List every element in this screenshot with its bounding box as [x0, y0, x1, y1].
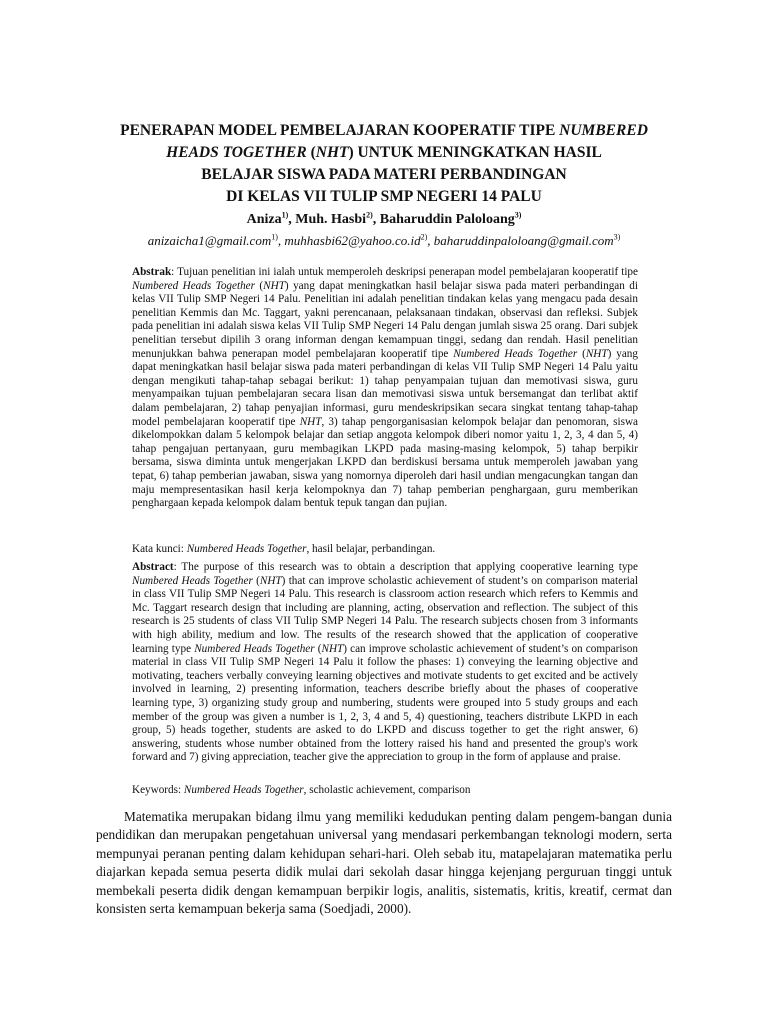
abstract-english	[132, 561, 638, 765]
author-affiliation-mark: 2)	[366, 210, 373, 220]
email-affiliation-mark: 2)	[420, 232, 428, 242]
abstract-text: ) can improve scholastic achievement of student’s on comparison material in class VII Tulip SMP Negeri 14 Palu it follow the phases: 1) conveying the learning objective and motivating, teachers verbally conveying learning objectives and motivate students to get excited and be actively involved in learning, 2) presenting information, teachers describe briefly about the phases of cooperative learning type, 3) organizing study group and numbering, students were grouped into 5 study groups and each member of the group was given a number is 1, 2, 3, 4 and 5, 4) questioning, teachers distribute LKPD in each group, 5) heads together, students are asked to do LKPD and discuss together to get the right answer, 6) answering, students whose number obtained from the lottery raised his hand and presented the group's work forward and 7) giving appreciation, teacher give the appreciation to group in the form of applause and praise.	[132, 642, 638, 764]
abstract-italic: NHT	[263, 279, 285, 292]
abstract-text: ) yang dapat meningkatkan hasil belajar siswa pada materi perbandingan di kelas VII Tulip SMP Negeri 14 Palu yaitu dengan mengikuti tahap-tahap sebagai berikut: 1) tahap penyampaian tujuan dan memotivasi siswa, guru menyampaikan tujuan pembelajaran secara lisan dan memotivasi siswa untuk bersemangat dan terlibat aktif dalam pembelajaran, 2) tahap penyajian informasi, guru mendeskripsikan secara singkat tentang tahap-tahap model pembelajaran kooperatif tipe	[132, 347, 638, 428]
keywords-indonesian	[132, 543, 638, 557]
keywords-italic: Numbered Heads Together	[183, 784, 304, 796]
abstract-label: Abstract	[132, 561, 174, 573]
title-text: (	[306, 144, 316, 161]
author-affiliation-mark: 3)	[514, 210, 522, 220]
abstract-italic: NHT	[585, 347, 608, 360]
title-line-1	[80, 120, 688, 142]
abstract-text: ) that can improve scholastic achievement of student’s on comparison material in class VII Tulip SMP Negeri 14 Palu. This research is classroom action research which refers to Kemmis and Mc. Taggart research design that including are planning, acting, observation and reflection. The subject of this research is 25 students of class VII Tulip SMP Negeri 14 Palu. The research subjects chosen from 3 informants with high ability, medium and low. The results of the research showed that the application of cooperative learning type	[132, 574, 638, 655]
keywords-label: Kata kunci:	[132, 543, 187, 555]
author-affiliation-mark: 1)	[281, 210, 289, 220]
title-italic-text: NUMBERED	[559, 122, 648, 139]
title-italic-text: HEADS TOGETHER	[166, 144, 307, 161]
abstract-text: : The purpose of this research was to obtain a description that applying cooperative learning type	[173, 561, 638, 573]
keywords-label: Keywords:	[132, 784, 184, 796]
author-emails	[40, 232, 728, 249]
abstract-italic: NHT	[259, 574, 282, 587]
keywords-text: , scholastic achievement, comparison	[303, 784, 471, 796]
abstract-text: , 3) tahap pengorganisasian kelompok belajar dan penomoran, siswa dikelompokkan dalam 5 kelompok belajar dan setiap anggota kelompok diberi nomor yaitu 1, 2, 3, 4 dan 5, 4) tahap pengajuan pertanyaan, guru membagikan LKPD pada masing-masing kelompok, 5) tahap berpikir bersama, siswa diminta untuk mengerjakan LKPD dan berdiskusi bersama untuk memperoleh jawaban yang tepat, 6) tahap pemberian jawaban, siswa yang nomornya diperoleh dari hasil undian mengacungkan tangan dan maju mempresentasikan hasil kerja kelompoknya dan 7) tahap pemberian penghargaan, guru memberikan penghargaan kepada kelompok dalam bentuk tepuk tangan dan pujian.	[132, 415, 639, 510]
abstract-text: (	[577, 347, 586, 360]
body-paragraph: Matematika merupakan bidang ilmu yang memiliki kedudukan penting dalam pengem-bangan dunia pendidikan dan merupakan pengetahuan universal yang mendasari perkembangan teknologi modern, serta mempunyai peranan penting dalam kehidupan sehari-hari. Oleh sebab itu, matapelajaran matematika perlu diajarkan kepada semua peserta didik mulai dari sekolah dasar hingga kejenjang perguruan tinggi untuk membekali peserta didik dengan kemampuan berpikir logis, analitis, sistematis, kritis, kreatif, cermat dan konsisten serta kemampuan bekerja sama (Soedjadi, 2000).	[96, 809, 672, 917]
author-name: Aniza	[246, 212, 282, 227]
paper-title	[80, 120, 688, 208]
author-email: , muhhasbi62@yahoo.co.id	[277, 233, 421, 248]
abstract-italic: NHT	[299, 415, 322, 428]
abstract-text: (	[314, 642, 322, 655]
abstract-text: : Tujuan penelitian ini ialah untuk memperoleh deskripsi penerapan model pembelajaran kooperatif tipe	[171, 266, 638, 278]
email-affiliation-mark: 1)	[271, 232, 278, 242]
author-name: , Baharuddin Paloloang	[372, 212, 515, 227]
abstract-italic: Numbered Heads Together	[132, 574, 253, 587]
title-line-4: DI KELAS VII TULIP SMP NEGERI 14 PALU	[226, 188, 542, 205]
title-text: ) UNTUK MENINGKATKAN HASIL	[348, 144, 602, 161]
author-list	[60, 211, 708, 229]
abstract-italic: Numbered Heads Together	[132, 279, 255, 292]
author-name: , Muh. Hasbi	[288, 212, 367, 227]
abstract-label: Abstrak	[132, 266, 172, 278]
abstract-text: ) yang dapat meningkatkan hasil belajar siswa pada materi perbandingan di kelas VII Tulip SMP Negeri 14 Palu. Penelitian ini adalah penelitian tindakan kelas yang mengacu pada desain penelitian Kemmis dan Mc. Taggart, yakni perencanaan, pelaksanaan tindakan, observasi dan refleksi. Subjek pada penelitian ini adalah siswa kelas VII Tulip SMP Negeri 14 Palu dengan jumlah siswa 25 orang. Dari subjek penelitian tersebut dipilih 3 orang informan dengan kemampuan tinggi, sedang dan rendah. Hasil penelitian menunjukkan bahwa penerapan model pembelajaran kooperatif tipe	[132, 279, 638, 360]
keywords-english	[132, 784, 638, 798]
author-email: anizaicha1@gmail.com	[147, 233, 272, 248]
abstract-italic: Numbered Heads Together	[194, 642, 315, 655]
abstract-text: (	[255, 279, 264, 292]
keywords-italic: Numbered Heads Together	[186, 543, 307, 555]
author-email: , baharuddinpaloloang@gmail.com	[427, 233, 614, 248]
abstract-text: (	[252, 574, 260, 587]
title-line-3: BELAJAR SISWA PADA MATERI PERBANDINGAN	[201, 166, 567, 183]
abstract-italic: Numbered Heads Together	[453, 347, 578, 360]
title-italic-text: NHT	[315, 144, 349, 161]
title-text: PENERAPAN MODEL PEMBELAJARAN KOOPERATIF TIPE	[120, 122, 560, 139]
keywords-text: , hasil belajar, perbandingan.	[306, 543, 436, 555]
abstract-italic: NHT	[321, 642, 344, 655]
email-affiliation-mark: 3)	[613, 232, 621, 242]
abstract-indonesian	[132, 266, 638, 511]
title-line-2	[80, 142, 688, 164]
